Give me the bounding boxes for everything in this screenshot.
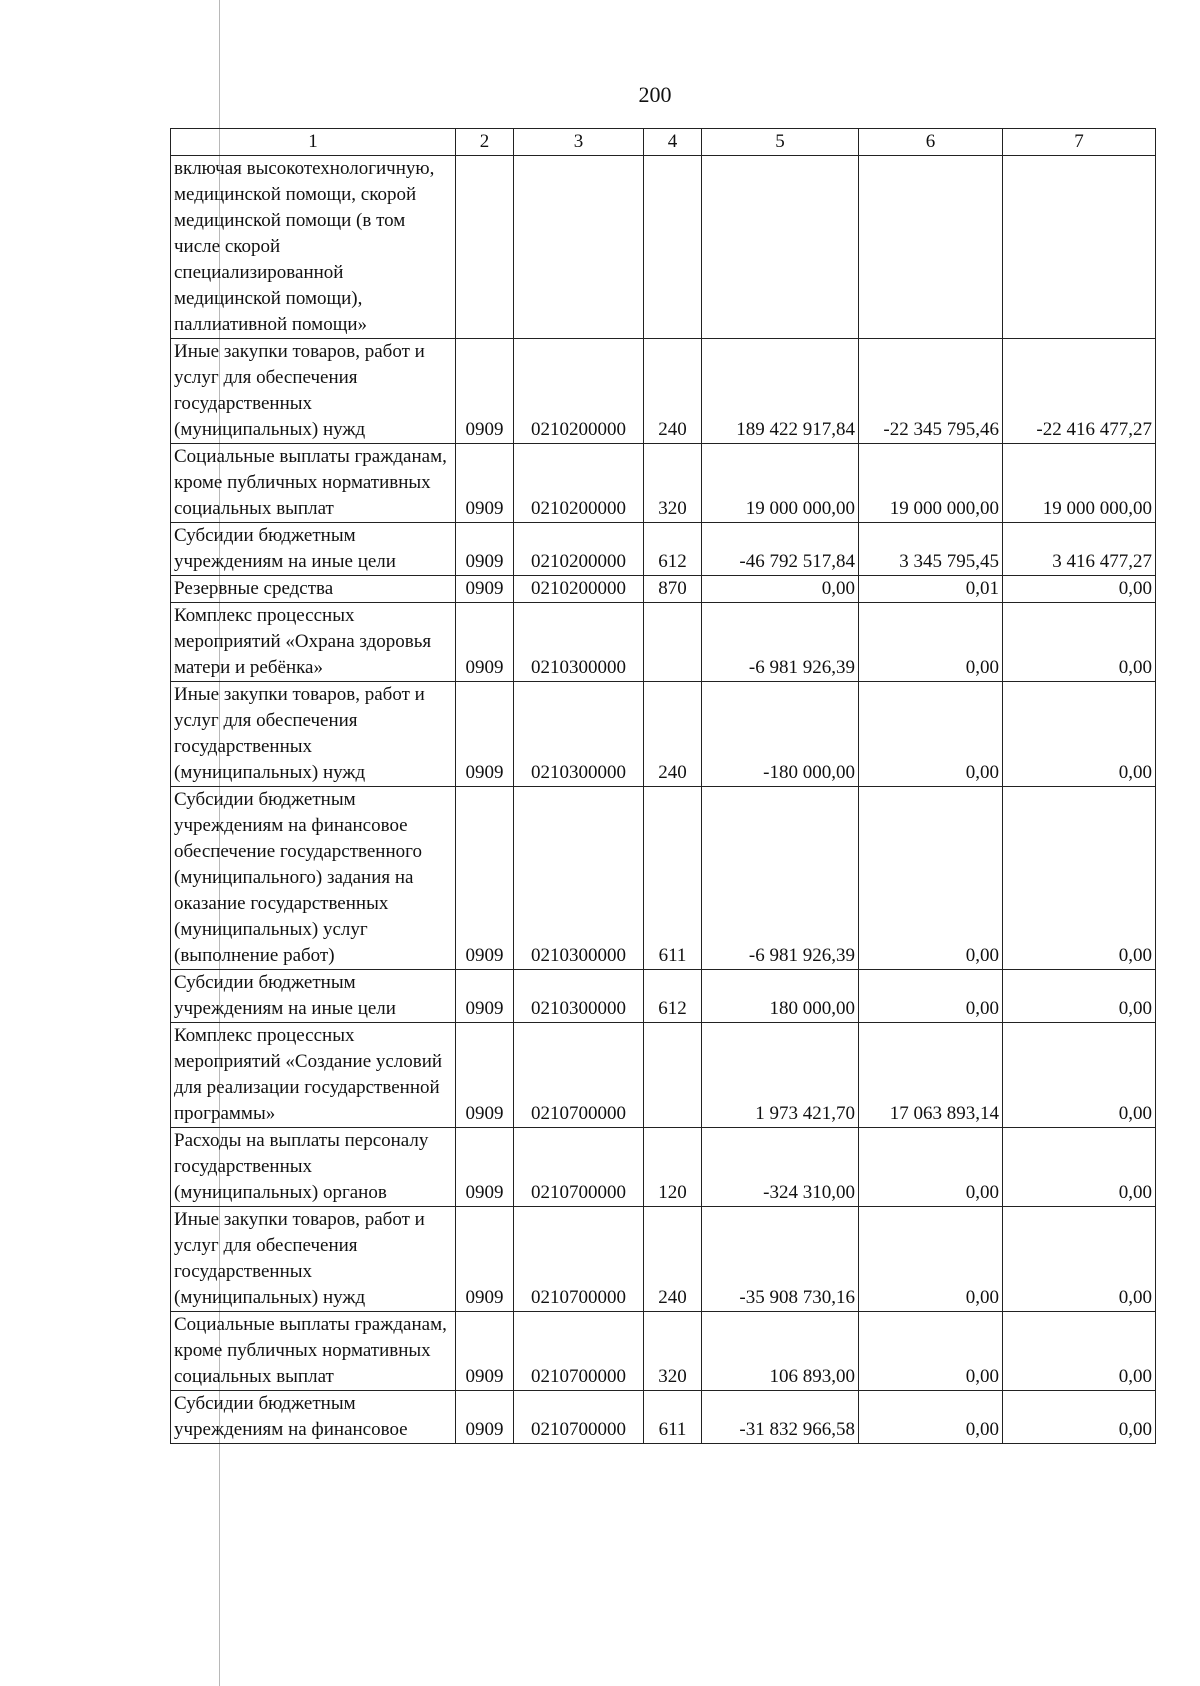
target-code-cell: 0210300000 xyxy=(514,682,644,787)
target-code-cell: 0210700000 xyxy=(514,1391,644,1444)
expense-name-cell: Иные закупки товаров, работ и услуг для обеспечения государственных (муниципальных) нужд xyxy=(171,682,456,787)
expense-type-cell xyxy=(644,603,702,682)
amount-col7-cell: 19 000 000,00 xyxy=(1003,444,1156,523)
amount-col7-cell: 0,00 xyxy=(1003,787,1156,970)
amount-col5-cell: 19 000 000,00 xyxy=(702,444,859,523)
expense-name-cell: Резервные средства xyxy=(171,576,456,603)
expense-type-cell xyxy=(644,156,702,339)
amount-col7-cell: 0,00 xyxy=(1003,1023,1156,1128)
column-header: 7 xyxy=(1003,129,1156,156)
amount-col6-cell: 0,01 xyxy=(859,576,1003,603)
section-code-cell: 0909 xyxy=(456,339,514,444)
column-header: 1 xyxy=(171,129,456,156)
expense-name-cell: Социальные выплаты гражданам, кроме публичных нормативных социальных выплат xyxy=(171,444,456,523)
budget-table xyxy=(170,128,1156,1444)
table-header-row xyxy=(171,129,1156,156)
target-code-cell xyxy=(514,156,644,339)
amount-col7-cell: -22 416 477,27 xyxy=(1003,339,1156,444)
target-code-cell: 0210200000 xyxy=(514,576,644,603)
target-code-cell: 0210700000 xyxy=(514,1312,644,1391)
section-code-cell xyxy=(456,156,514,339)
amount-col5-cell: -6 981 926,39 xyxy=(702,787,859,970)
amount-col5-cell: -31 832 966,58 xyxy=(702,1391,859,1444)
amount-col7-cell: 0,00 xyxy=(1003,1128,1156,1207)
expense-type-cell: 612 xyxy=(644,970,702,1023)
table-row xyxy=(171,682,1156,787)
expense-name-cell: Иные закупки товаров, работ и услуг для обеспечения государственных (муниципальных) нужд xyxy=(171,339,456,444)
table-row xyxy=(171,339,1156,444)
table-row xyxy=(171,787,1156,970)
amount-col6-cell: 0,00 xyxy=(859,603,1003,682)
column-header: 6 xyxy=(859,129,1003,156)
column-header: 2 xyxy=(456,129,514,156)
target-code-cell: 0210300000 xyxy=(514,970,644,1023)
amount-col5-cell: 106 893,00 xyxy=(702,1312,859,1391)
page-number: 200 xyxy=(638,82,672,107)
target-code-cell: 0210300000 xyxy=(514,603,644,682)
expense-name-cell: Субсидии бюджетным учреждениям на иные цели xyxy=(171,970,456,1023)
target-code-cell: 0210300000 xyxy=(514,787,644,970)
column-header: 5 xyxy=(702,129,859,156)
section-code-cell: 0909 xyxy=(456,1312,514,1391)
table-row xyxy=(171,603,1156,682)
section-code-cell: 0909 xyxy=(456,682,514,787)
target-code-cell: 0210200000 xyxy=(514,339,644,444)
section-code-cell: 0909 xyxy=(456,1128,514,1207)
table-row xyxy=(171,1023,1156,1128)
section-code-cell: 0909 xyxy=(456,1391,514,1444)
amount-col6-cell: 0,00 xyxy=(859,970,1003,1023)
expense-type-cell: 611 xyxy=(644,787,702,970)
section-code-cell: 0909 xyxy=(456,970,514,1023)
amount-col7-cell: 0,00 xyxy=(1003,970,1156,1023)
expense-type-cell: 320 xyxy=(644,444,702,523)
section-code-cell: 0909 xyxy=(456,576,514,603)
expense-type-cell: 240 xyxy=(644,339,702,444)
amount-col6-cell: 0,00 xyxy=(859,682,1003,787)
expense-name-cell: Субсидии бюджетным учреждениям на финансовое обеспечение государственного (муниципального) задания на оказание государственных (муниципальных) услуг (выполнение работ) xyxy=(171,787,456,970)
amount-col6-cell: 19 000 000,00 xyxy=(859,444,1003,523)
section-code-cell: 0909 xyxy=(456,1023,514,1128)
amount-col7-cell: 0,00 xyxy=(1003,603,1156,682)
expense-name-cell: Иные закупки товаров, работ и услуг для обеспечения государственных (муниципальных) нужд xyxy=(171,1207,456,1312)
table-row xyxy=(171,444,1156,523)
expense-type-cell: 240 xyxy=(644,682,702,787)
target-code-cell: 0210700000 xyxy=(514,1207,644,1312)
amount-col7-cell: 0,00 xyxy=(1003,682,1156,787)
amount-col5-cell: -35 908 730,16 xyxy=(702,1207,859,1312)
amount-col7-cell: 0,00 xyxy=(1003,1207,1156,1312)
amount-col6-cell: 0,00 xyxy=(859,1207,1003,1312)
amount-col6-cell: 0,00 xyxy=(859,1391,1003,1444)
amount-col6-cell: 0,00 xyxy=(859,1312,1003,1391)
table-row xyxy=(171,156,1156,339)
section-code-cell: 0909 xyxy=(456,787,514,970)
amount-col6-cell: 0,00 xyxy=(859,1128,1003,1207)
expense-name-cell: Социальные выплаты гражданам, кроме публичных нормативных социальных выплат xyxy=(171,1312,456,1391)
target-code-cell: 0210200000 xyxy=(514,444,644,523)
amount-col7-cell: 0,00 xyxy=(1003,1312,1156,1391)
amount-col6-cell: 0,00 xyxy=(859,787,1003,970)
expense-name-cell: включая высокотехнологичную, медицинской помощи, скорой медицинской помощи (в том числе скорой специализированной медицинской помощи), паллиативной помощи» xyxy=(171,156,456,339)
table-body xyxy=(171,156,1156,1444)
table-row xyxy=(171,1312,1156,1391)
section-code-cell: 0909 xyxy=(456,603,514,682)
amount-col7-cell: 3 416 477,27 xyxy=(1003,523,1156,576)
table-row xyxy=(171,523,1156,576)
expense-name-cell: Комплекс процессных мероприятий «Создание условий для реализации государственной программы» xyxy=(171,1023,456,1128)
amount-col5-cell: -180 000,00 xyxy=(702,682,859,787)
expense-type-cell: 240 xyxy=(644,1207,702,1312)
expense-name-cell: Расходы на выплаты персоналу государственных (муниципальных) органов xyxy=(171,1128,456,1207)
expense-type-cell: 611 xyxy=(644,1391,702,1444)
target-code-cell: 0210200000 xyxy=(514,523,644,576)
amount-col7-cell xyxy=(1003,156,1156,339)
amount-col7-cell: 0,00 xyxy=(1003,576,1156,603)
amount-col6-cell: -22 345 795,46 xyxy=(859,339,1003,444)
column-header: 4 xyxy=(644,129,702,156)
table-row xyxy=(171,1128,1156,1207)
amount-col6-cell: 17 063 893,14 xyxy=(859,1023,1003,1128)
table-row xyxy=(171,970,1156,1023)
section-code-cell: 0909 xyxy=(456,1207,514,1312)
table-row xyxy=(171,1391,1156,1444)
amount-col5-cell: 0,00 xyxy=(702,576,859,603)
amount-col6-cell: 3 345 795,45 xyxy=(859,523,1003,576)
expense-name-cell: Субсидии бюджетным учреждениям на финансовое xyxy=(171,1391,456,1444)
expense-type-cell: 320 xyxy=(644,1312,702,1391)
column-header: 3 xyxy=(514,129,644,156)
amount-col5-cell: 189 422 917,84 xyxy=(702,339,859,444)
target-code-cell: 0210700000 xyxy=(514,1128,644,1207)
amount-col5-cell: 1 973 421,70 xyxy=(702,1023,859,1128)
table-row xyxy=(171,576,1156,603)
expense-type-cell: 120 xyxy=(644,1128,702,1207)
amount-col5-cell: -324 310,00 xyxy=(702,1128,859,1207)
expense-name-cell: Комплекс процессных мероприятий «Охрана здоровья матери и ребёнка» xyxy=(171,603,456,682)
section-code-cell: 0909 xyxy=(456,523,514,576)
table-row xyxy=(171,1207,1156,1312)
expense-name-cell: Субсидии бюджетным учреждениям на иные цели xyxy=(171,523,456,576)
amount-col5-cell: -46 792 517,84 xyxy=(702,523,859,576)
target-code-cell: 0210700000 xyxy=(514,1023,644,1128)
expense-type-cell: 870 xyxy=(644,576,702,603)
amount-col6-cell xyxy=(859,156,1003,339)
amount-col5-cell xyxy=(702,156,859,339)
expense-type-cell: 612 xyxy=(644,523,702,576)
expense-type-cell xyxy=(644,1023,702,1128)
amount-col5-cell: -6 981 926,39 xyxy=(702,603,859,682)
section-code-cell: 0909 xyxy=(456,444,514,523)
amount-col7-cell: 0,00 xyxy=(1003,1391,1156,1444)
amount-col5-cell: 180 000,00 xyxy=(702,970,859,1023)
